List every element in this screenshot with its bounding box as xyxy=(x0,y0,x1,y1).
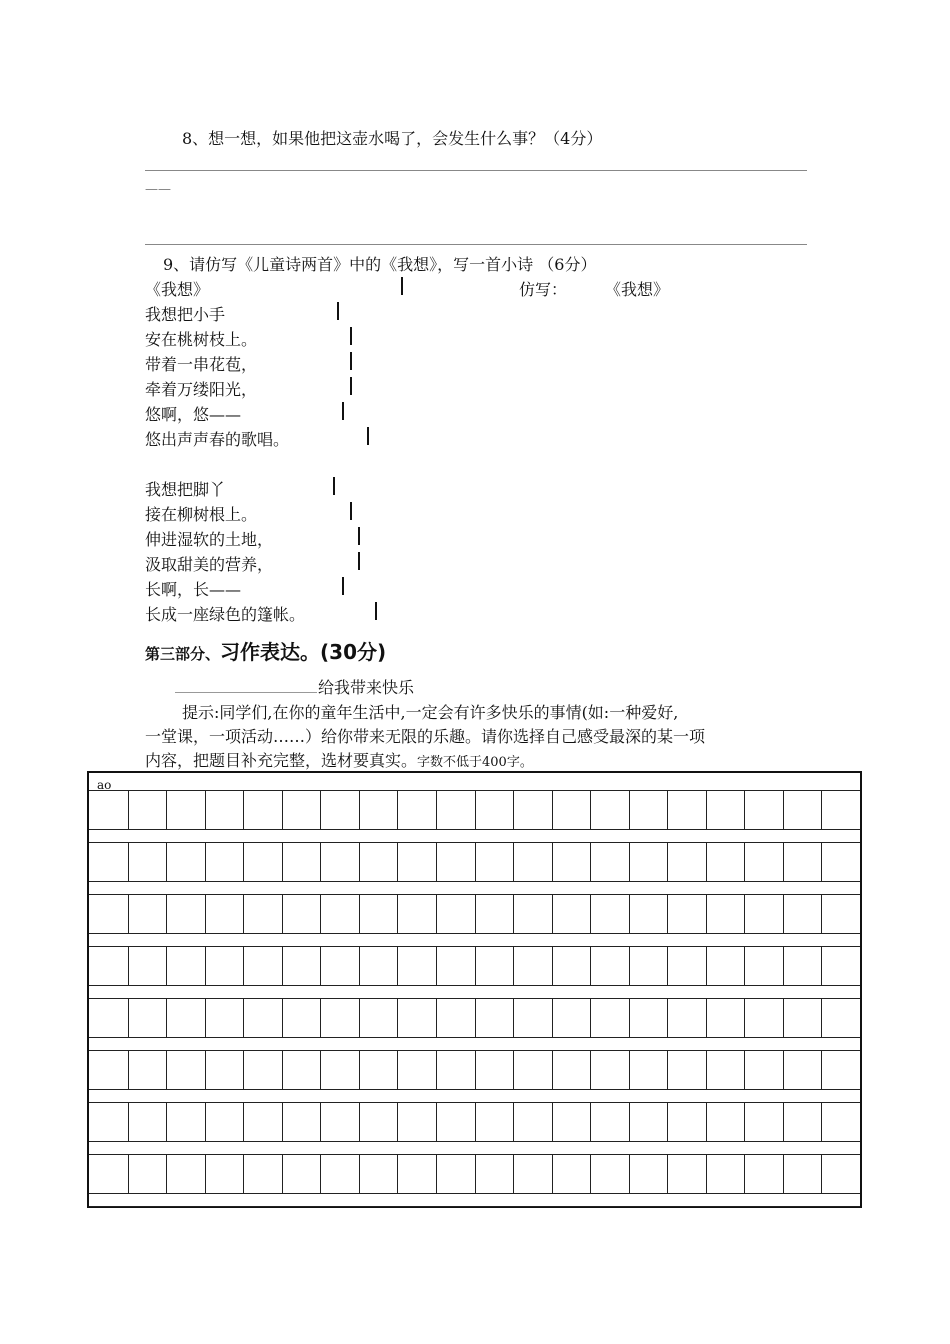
question-8: 8、想一想，如果他把这壶水喝了，会发生什么事？（4分） xyxy=(182,129,603,148)
column-divider xyxy=(337,302,339,320)
question-9: 9、请仿写《儿童诗两首》中的《我想》，写一首小诗 （6分） xyxy=(163,255,597,274)
grid-row-line xyxy=(89,1206,860,1207)
grid-cell-divider xyxy=(475,1154,476,1193)
poem-line: 长啊，长—— xyxy=(145,580,242,599)
grid-cell-divider xyxy=(205,1154,206,1193)
column-divider xyxy=(358,552,360,570)
grid-cell-divider xyxy=(128,1154,129,1193)
poem-line: 悠啊，悠—— xyxy=(145,405,242,424)
grid-cell-divider xyxy=(320,1154,321,1193)
grid-cell-divider xyxy=(552,1154,553,1193)
grid-cell-divider xyxy=(706,1154,707,1193)
prompt-line-small: 字数不低于400字。 xyxy=(417,755,533,770)
grid-row-line xyxy=(89,1193,860,1194)
title-blank xyxy=(175,692,317,693)
column-divider xyxy=(333,477,335,495)
poem-line: 长成一座绿色的篷帐。 xyxy=(145,605,306,624)
poem-line: 牵着万缕阳光， xyxy=(145,380,258,399)
imitate-title: 《我想》 xyxy=(605,280,670,299)
column-divider xyxy=(342,402,344,420)
poem-line: 悠出声声春的歌唱。 xyxy=(145,430,290,449)
section-heading xyxy=(145,636,386,665)
imitate-label: 仿写： xyxy=(519,280,568,299)
grid-cell-divider xyxy=(783,1154,784,1193)
poem-line: 接在柳树根上。 xyxy=(145,505,258,524)
writing-grid[interactable] xyxy=(87,771,862,1208)
grid-cell-divider xyxy=(629,1154,630,1193)
answer-line xyxy=(145,244,807,245)
column-divider xyxy=(358,527,360,545)
grid-cell-divider xyxy=(282,1154,283,1193)
poem-line: 汲取甜美的营养， xyxy=(145,555,274,574)
essay-title-suffix: 给我带来快乐 xyxy=(318,678,415,697)
grid-cell-divider xyxy=(243,1154,244,1193)
grid-cell-divider xyxy=(744,1154,745,1193)
column-divider xyxy=(401,277,403,295)
column-divider xyxy=(350,377,352,395)
grid-cell-divider xyxy=(513,1154,514,1193)
poem-line: 带着一串花苞， xyxy=(145,355,258,374)
column-divider xyxy=(342,577,344,595)
grid-cell-divider xyxy=(166,1154,167,1193)
poem-line: 我想把小手 xyxy=(145,305,226,324)
prompt-line: 提示:同学们,在你的童年生活中,一定会有许多快乐的事情(如:一种爱好, xyxy=(182,703,679,722)
column-divider xyxy=(375,602,377,620)
poem-line: 我想把脚丫 xyxy=(145,480,226,499)
poem-line: 伸进湿软的土地， xyxy=(145,530,274,549)
section-heading-prefix: 第三部分、 xyxy=(145,645,221,663)
grid-row xyxy=(89,773,860,1206)
prompt-line-main: 内容，把题目补充完整，选材要真实。 xyxy=(145,751,418,770)
column-divider xyxy=(367,427,369,445)
grid-cell-divider xyxy=(667,1154,668,1193)
grid-cell-divider xyxy=(821,1154,822,1193)
column-divider xyxy=(350,327,352,345)
column-divider xyxy=(350,352,352,370)
grid-corner-text: ao xyxy=(97,778,112,792)
poem-line: 安在桃树枝上。 xyxy=(145,330,258,349)
grid-cell-divider xyxy=(397,1154,398,1193)
grid-cell-divider xyxy=(359,1154,360,1193)
grid-cell-divider xyxy=(436,1154,437,1193)
answer-line-overflow: —— xyxy=(145,182,171,197)
original-poem-title: 《我想》 xyxy=(145,280,210,299)
answer-line xyxy=(145,170,807,171)
prompt-line: 一堂课，一项活动……）给你带来无限的乐趣。请你选择自己感受最深的某一项 xyxy=(145,727,706,746)
grid-cell-divider xyxy=(590,1154,591,1193)
section-heading-main: 习作表达。(30分) xyxy=(220,640,387,664)
prompt-line xyxy=(145,748,533,771)
column-divider xyxy=(350,502,352,520)
